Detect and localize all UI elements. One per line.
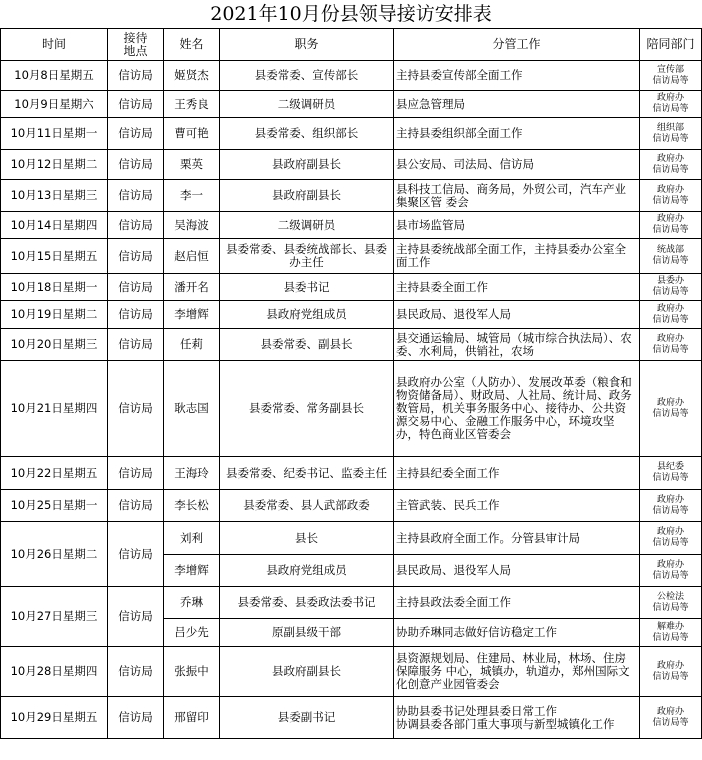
cell-duty: 协助县委书记处理县委日常工作 协调县委各部门重大事项与新型城镇化工作: [394, 697, 640, 739]
cell-place: 信访局: [108, 61, 164, 91]
cell-position: 县委常委、常务副县长: [220, 361, 394, 457]
cell-dept: 政府办 信访局等: [640, 647, 702, 697]
cell-name: 邢留印: [164, 697, 220, 739]
table-row: [1, 61, 702, 91]
cell-place: 信访局: [108, 180, 164, 212]
cell-dept: 政府办 信访局等: [640, 361, 702, 457]
cell-place: 信访局: [108, 274, 164, 301]
header-place: 接待 地点: [108, 29, 164, 61]
cell-dept: 解难办 信访局等: [640, 619, 702, 647]
cell-time: 10月19日星期二: [1, 301, 108, 329]
cell-place: 信访局: [108, 490, 164, 522]
cell-time: 10月11日星期一: [1, 118, 108, 150]
table-row: [1, 587, 702, 619]
cell-duty: 县科技工信局、商务局，外贸公司，汽车产业集聚区管 委会: [394, 180, 640, 212]
table-row: [1, 647, 702, 697]
cell-dept: 政府办 信访局等: [640, 180, 702, 212]
cell-time: 10月15日星期五: [1, 239, 108, 274]
cell-name: 刘利: [164, 522, 220, 555]
cell-dept: 政府办 信访局等: [640, 555, 702, 587]
cell-position: 县政府党组成员: [220, 555, 394, 587]
cell-dept: 宣传部 信访局等: [640, 61, 702, 91]
cell-position: 县委常委、县人武部政委: [220, 490, 394, 522]
table-row: [1, 150, 702, 180]
cell-position: 县委常委、纪委书记、监委主任: [220, 457, 394, 490]
cell-duty: 县公安局、司法局、信访局: [394, 150, 640, 180]
cell-position: 县委常委、县委政法委书记: [220, 587, 394, 619]
table-row: [1, 522, 702, 555]
cell-duty: 县民政局、退役军人局: [394, 555, 640, 587]
cell-time: 10月9日星期六: [1, 91, 108, 118]
cell-duty: 主管武装、民兵工作: [394, 490, 640, 522]
cell-position: 县委常委、宣传部长: [220, 61, 394, 91]
cell-duty: 县政府办公室（人防办）、发展改革委（粮食和物资储备局）、财政局、人社局、统计局、政务数管局，机关事务服务中心、接待办、公共资源交易中心、金融工作服务中心，环境攻坚办，特色商业区管委会: [394, 361, 640, 457]
cell-dept: 政府办 信访局等: [640, 697, 702, 739]
cell-time: 10月18日星期一: [1, 274, 108, 301]
header-position: 职务: [220, 29, 394, 61]
cell-dept: 政府办 信访局等: [640, 490, 702, 522]
cell-place: 信访局: [108, 457, 164, 490]
table-row: [1, 212, 702, 239]
cell-position: 县政府副县长: [220, 180, 394, 212]
cell-time: 10月12日星期二: [1, 150, 108, 180]
cell-duty: 协助乔琳同志做好信访稳定工作: [394, 619, 640, 647]
cell-dept: 政府办 信访局等: [640, 329, 702, 361]
cell-time: 10月26日星期二: [1, 522, 108, 587]
cell-duty: 县市场监管局: [394, 212, 640, 239]
cell-time: 10月25日星期一: [1, 490, 108, 522]
cell-dept: 统战部 信访局等: [640, 239, 702, 274]
cell-name: 姬贤杰: [164, 61, 220, 91]
cell-name: 张振中: [164, 647, 220, 697]
cell-dept: 县委办 信访局等: [640, 274, 702, 301]
cell-dept: 政府办 信访局等: [640, 212, 702, 239]
header-name: 姓名: [164, 29, 220, 61]
cell-name: 乔琳: [164, 587, 220, 619]
cell-time: 10月22日星期五: [1, 457, 108, 490]
cell-duty: 主持县委全面工作: [394, 274, 640, 301]
cell-time: 10月14日星期四: [1, 212, 108, 239]
cell-duty: 县资源规划局、住建局、林业局，林场、住房保障服务 中心，城镇办，轨道办，郑州国际文化创意产业园管委会: [394, 647, 640, 697]
cell-name: 李长松: [164, 490, 220, 522]
cell-name: 任莉: [164, 329, 220, 361]
cell-position: 县委副书记: [220, 697, 394, 739]
cell-position: 县政府副县长: [220, 647, 394, 697]
cell-name: 栗英: [164, 150, 220, 180]
cell-name: 吴海波: [164, 212, 220, 239]
table-row: [1, 91, 702, 118]
cell-position: 县长: [220, 522, 394, 555]
table-row: [1, 180, 702, 212]
table-row: [1, 301, 702, 329]
table-row: [1, 329, 702, 361]
cell-place: 信访局: [108, 697, 164, 739]
cell-position: 原副县级干部: [220, 619, 394, 647]
cell-dept: 政府办 信访局等: [640, 91, 702, 118]
table-row: [1, 361, 702, 457]
cell-place: 信访局: [108, 212, 164, 239]
cell-dept: 县纪委 信访局等: [640, 457, 702, 490]
cell-time: 10月28日星期四: [1, 647, 108, 697]
cell-duty: 主持县委宣传部全面工作: [394, 61, 640, 91]
cell-place: 信访局: [108, 91, 164, 118]
cell-dept: 组织部 信访局等: [640, 118, 702, 150]
cell-name: 李一: [164, 180, 220, 212]
cell-duty: 县交通运输局、城管局（城市综合执法局）、农委、水利局，供销社，农场: [394, 329, 640, 361]
table-row: [1, 118, 702, 150]
cell-time: 10月27日星期三: [1, 587, 108, 647]
cell-name: 吕少先: [164, 619, 220, 647]
cell-dept: 政府办 信访局等: [640, 522, 702, 555]
header-row: [1, 29, 702, 61]
cell-name: 耿志国: [164, 361, 220, 457]
cell-duty: 县民政局、退役军人局: [394, 301, 640, 329]
cell-position: 二级调研员: [220, 91, 394, 118]
table-row: [1, 490, 702, 522]
cell-name: 王秀良: [164, 91, 220, 118]
cell-position: 县委常委、副县长: [220, 329, 394, 361]
cell-name: 王海玲: [164, 457, 220, 490]
cell-name: 李增辉: [164, 301, 220, 329]
cell-duty: 主持县政法委全面工作: [394, 587, 640, 619]
header-dept: 陪同部门: [640, 29, 702, 61]
cell-position: 县委常委、组织部长: [220, 118, 394, 150]
cell-place: 信访局: [108, 587, 164, 647]
cell-duty: 主持县委组织部全面工作: [394, 118, 640, 150]
table-row: [1, 697, 702, 739]
cell-time: 10月29日星期五: [1, 697, 108, 739]
cell-place: 信访局: [108, 361, 164, 457]
cell-duty: 主持县政府全面工作。分管县审计局: [394, 522, 640, 555]
cell-place: 信访局: [108, 239, 164, 274]
cell-position: 二级调研员: [220, 212, 394, 239]
cell-place: 信访局: [108, 118, 164, 150]
cell-time: 10月21日星期四: [1, 361, 108, 457]
cell-duty: 主持县委统战部全面工作，主持县委办公室全面工作: [394, 239, 640, 274]
table-row: [1, 274, 702, 301]
table-row: [1, 239, 702, 274]
cell-position: 县委书记: [220, 274, 394, 301]
schedule-table: [0, 28, 702, 739]
cell-name: 曹可艳: [164, 118, 220, 150]
cell-time: 10月8日星期五: [1, 61, 108, 91]
cell-place: 信访局: [108, 522, 164, 587]
cell-dept: 公检法 信访局等: [640, 587, 702, 619]
header-duty: 分管工作: [394, 29, 640, 61]
cell-duty: 县应急管理局: [394, 91, 640, 118]
table-row: [1, 457, 702, 490]
cell-time: 10月20日星期三: [1, 329, 108, 361]
cell-name: 赵启恒: [164, 239, 220, 274]
cell-place: 信访局: [108, 647, 164, 697]
cell-position: 县委常委、县委统战部长、县委办主任: [220, 239, 394, 274]
cell-name: 潘开名: [164, 274, 220, 301]
cell-place: 信访局: [108, 150, 164, 180]
cell-name: 李增辉: [164, 555, 220, 587]
cell-time: 10月13日星期三: [1, 180, 108, 212]
cell-place: 信访局: [108, 329, 164, 361]
page-title: 2021年10月份县领导接访安排表: [210, 3, 492, 25]
header-time: 时间: [1, 29, 108, 61]
cell-dept: 政府办 信访局等: [640, 150, 702, 180]
cell-place: 信访局: [108, 301, 164, 329]
cell-duty: 主持县纪委全面工作: [394, 457, 640, 490]
cell-dept: 政府办 信访局等: [640, 301, 702, 329]
cell-position: 县政府党组成员: [220, 301, 394, 329]
cell-position: 县政府副县长: [220, 150, 394, 180]
